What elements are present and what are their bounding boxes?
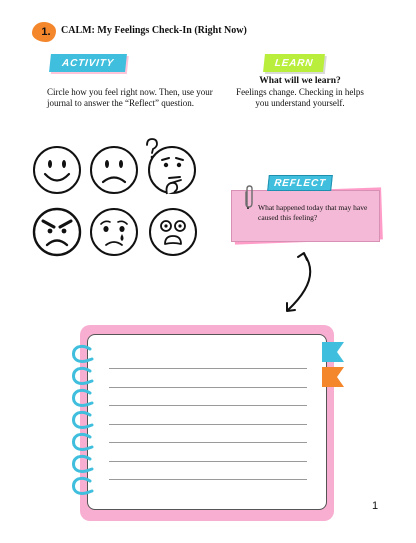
orange-bookmark-tab xyxy=(322,367,344,387)
notebook-writing-line[interactable] xyxy=(109,368,307,369)
notebook-writing-line[interactable] xyxy=(109,461,307,462)
reflect-tag-label: REFLECT xyxy=(273,177,327,189)
spiral-ring-icon xyxy=(70,454,96,476)
reflect-prompt: • What happened today that may have caused this feeling? xyxy=(258,203,373,222)
spiral-ring-icon xyxy=(70,366,96,388)
section-number-badge xyxy=(32,22,56,42)
activity-tag xyxy=(49,54,127,72)
learn-tag xyxy=(263,54,325,72)
reflect-prompt-list xyxy=(232,191,379,222)
notebook-writing-line[interactable] xyxy=(109,479,307,480)
paperclip-icon xyxy=(244,184,254,210)
double-arrow-icon xyxy=(282,248,326,318)
notebook-writing-line[interactable] xyxy=(109,424,307,425)
learn-question: What will we learn? xyxy=(259,76,341,86)
notebook-page[interactable] xyxy=(87,334,327,510)
notebook-writing-line[interactable] xyxy=(109,405,307,406)
cyan-bookmark-tab xyxy=(322,342,344,362)
reflect-tag xyxy=(267,175,333,191)
spiral-ring-icon xyxy=(70,476,96,498)
learn-tag-label: LEARN xyxy=(274,57,314,69)
activity-tag-label: ACTIVITY xyxy=(61,57,115,69)
spiral-ring-icon xyxy=(70,388,96,410)
section-number: 1. xyxy=(41,26,51,38)
activity-instructions: Circle how you feel right now. Then, use your journal to answer the “Reflect” question. xyxy=(47,87,213,108)
sad-face-icon[interactable] xyxy=(89,145,139,195)
spiral-ring-icon xyxy=(70,410,96,432)
happy-face-icon[interactable] xyxy=(32,145,82,195)
notebook-writing-line[interactable] xyxy=(109,442,307,443)
angry-face-icon[interactable] xyxy=(32,207,82,257)
confused-face-icon[interactable] xyxy=(143,138,199,196)
scared-face-icon[interactable] xyxy=(148,207,198,257)
crying-face-icon[interactable] xyxy=(89,207,139,257)
page-number: 1 xyxy=(372,500,379,512)
spiral-ring-icon xyxy=(70,344,96,366)
spiral-ring-icon xyxy=(70,432,96,454)
notebook-writing-line[interactable] xyxy=(109,387,307,388)
page-title: CALM: My Feelings Check-In (Right Now) xyxy=(61,25,247,36)
learn-answer: Feelings change. Checking in helps you understand yourself. xyxy=(236,87,364,108)
